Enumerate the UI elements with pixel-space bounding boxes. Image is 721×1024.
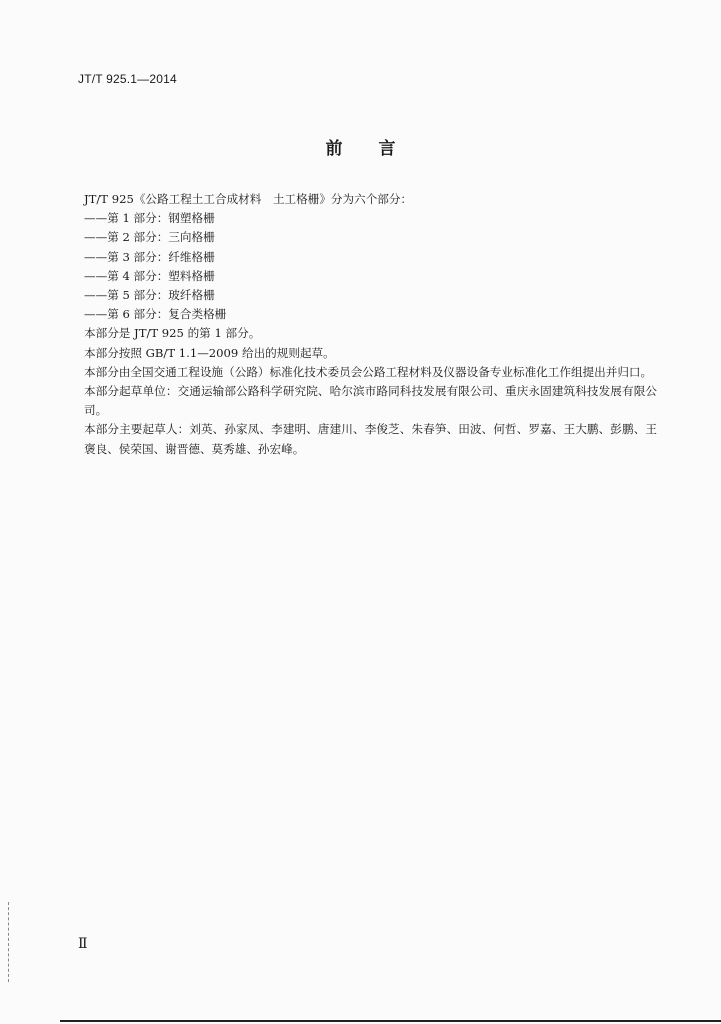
- foreword-body: [62, 190, 657, 459]
- drafting-units-paragraph: 本部分起草单位：交通运输部公路科学研究院、哈尔滨市路同科技发展有限公司、重庆永固建筑科技发展有限公司。: [84, 384, 657, 418]
- title-char-2: 言: [378, 139, 396, 159]
- part-item-5: ——第 5 部分：玻纤格栅: [84, 288, 215, 303]
- drafters-paragraph: 本部分主要起草人：刘英、孙家凤、李建明、唐建川、李俊芝、朱春笋、田波、何哲、罗嘉、王大鹏、彭鹏、王褒良、侯荣国、谢晋德、莫秀雄、孙宏峰。: [84, 422, 657, 456]
- this-part-paragraph: 本部分是 JT/T 925 的第 1 部分。: [84, 326, 261, 341]
- standard-code-header: JT/T 925.1—2014: [78, 72, 177, 86]
- part-item-1: ——第 1 部分：钢塑格栅: [84, 211, 215, 226]
- part-item-4: ——第 4 部分：塑料格栅: [84, 268, 215, 283]
- part-item-6: ——第 6 部分：复合类格栅: [84, 307, 227, 322]
- proposed-by-paragraph: 本部分由全国交通工程设施（公路）标准化技术委员会公路工程材料及仪器设备专业标准化工作组提出并归口。: [84, 364, 653, 379]
- scan-edge-mark: [8, 902, 10, 982]
- part-item-2: ——第 2 部分：三向格栅: [84, 230, 215, 245]
- part-item-3: ——第 3 部分：纤维格栅: [84, 249, 215, 264]
- drafting-rules-paragraph: 本部分按照 GB/T 1.1—2009 给出的规则起草。: [84, 345, 335, 360]
- title-char-1: 前: [325, 139, 343, 159]
- intro-paragraph: JT/T 925《公路工程土工合成材料 土工格栅》分为六个部分：: [84, 192, 413, 206]
- page-title: [0, 134, 721, 159]
- page-number: Ⅱ: [78, 936, 88, 952]
- bottom-rule: [60, 1020, 721, 1022]
